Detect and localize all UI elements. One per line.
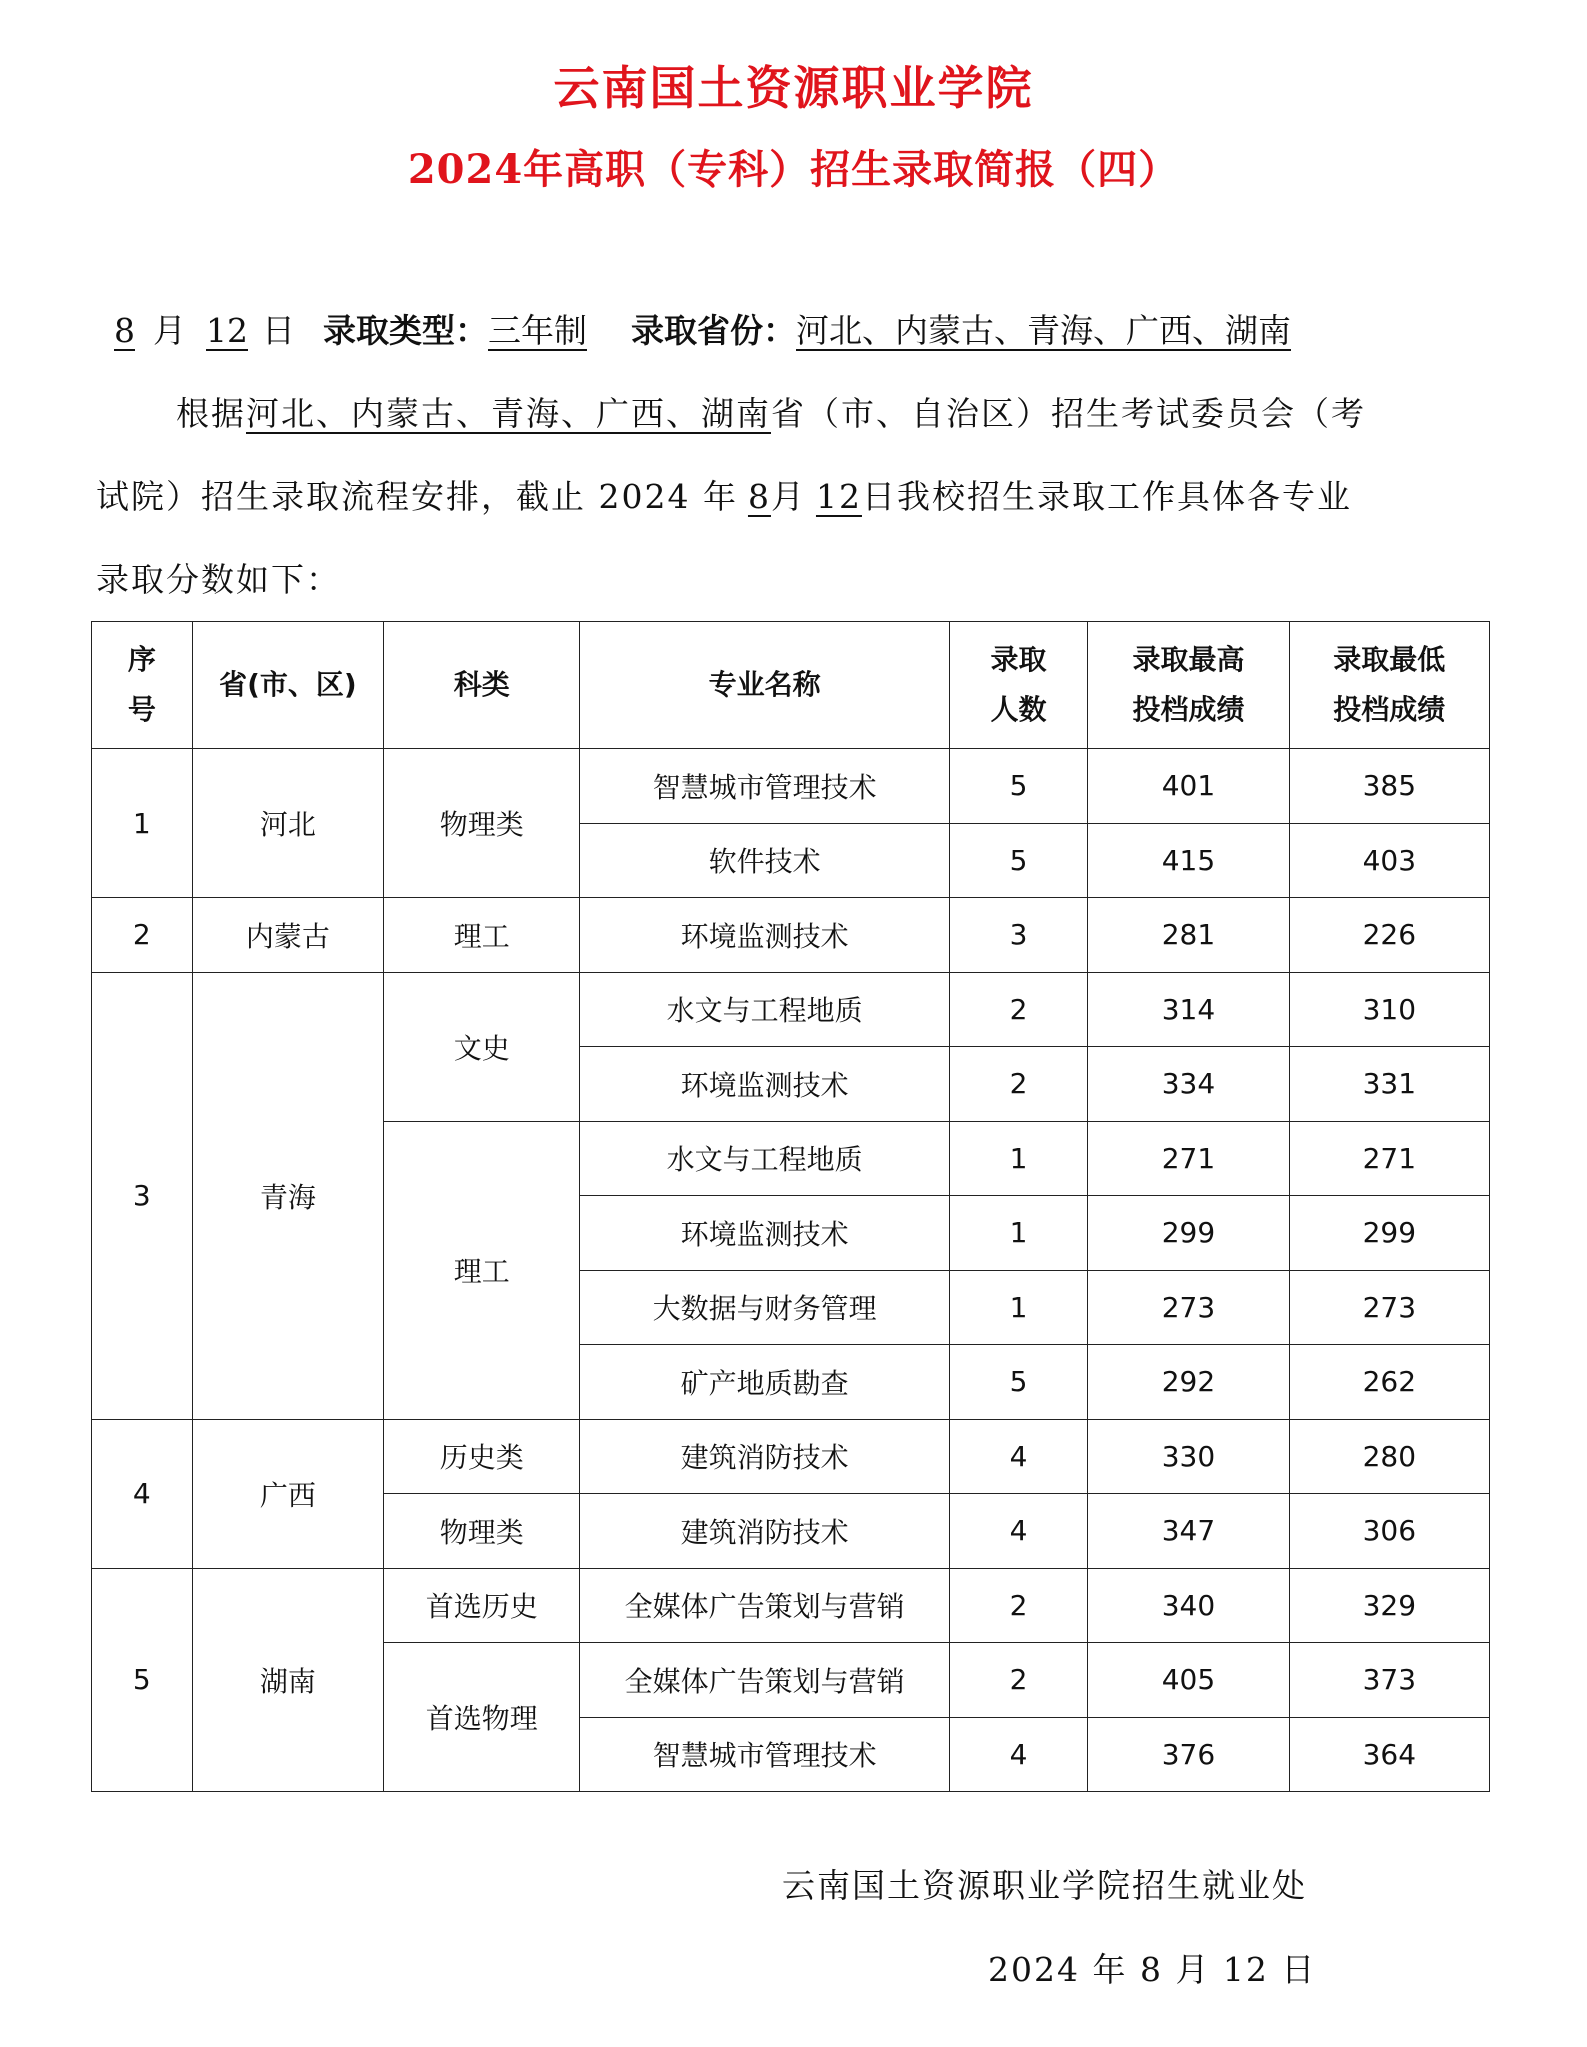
admitted-count-cell: 4 [949,1419,1088,1494]
intro-text-5: 日我校招生录取工作具体各专业 [861,477,1352,516]
major-name-cell: 全媒体广告策划与营销 [580,1568,949,1643]
subject-category-cell: 理工 [384,898,580,973]
min-score-cell: 306 [1289,1494,1489,1569]
page-title: 云南国土资源职业学院 [553,61,1034,115]
major-name-cell: 大数据与财务管理 [580,1270,949,1345]
row-number-cell: 3 [92,972,193,1419]
province-cell: 青海 [192,972,383,1419]
info-type-value: 三年制 [488,311,587,350]
admitted-count-cell: 1 [949,1196,1088,1271]
admitted-count-cell: 3 [949,898,1088,973]
table-header-text: 投档成绩 [1333,693,1446,726]
table-row [92,1419,1490,1494]
table-header-text: 序 [127,643,156,676]
intro-text-1: 根据 [176,394,246,433]
admitted-count-cell: 2 [949,1568,1088,1643]
major-name-cell: 环境监测技术 [580,898,949,973]
admitted-count-cell: 4 [949,1717,1088,1792]
table-header-text: 录取 [990,643,1047,676]
major-name-cell: 水文与工程地质 [580,1121,949,1196]
table-header-text: 省(市、区) [219,668,357,701]
admitted-count-cell: 5 [949,823,1088,898]
admitted-count-cell: 2 [949,972,1088,1047]
table-header-text: 录取最高 [1132,643,1245,676]
table-header-cell [92,622,193,749]
info-province-value: 河北、内蒙古、青海、广西、湖南 [796,311,1291,350]
intro-line-2 [96,455,1352,538]
min-score-cell: 271 [1289,1121,1489,1196]
table-row [92,749,1490,824]
table-row [92,898,1490,973]
footer-date: 2024 年 8 月 12 日 [988,1950,1317,1989]
table-header-cell [192,622,383,749]
province-cell: 内蒙古 [192,898,383,973]
max-score-cell: 273 [1088,1270,1289,1345]
info-month: 8 [114,311,135,350]
row-number-cell: 1 [92,749,193,898]
info-type-label: 录取类型： [323,311,488,350]
table-header-cell [1088,622,1289,749]
max-score-cell: 415 [1088,823,1289,898]
table-header-cell [384,622,580,749]
admitted-count-cell: 2 [949,1643,1088,1718]
info-day-suffix: 日 [262,311,295,350]
max-score-cell: 281 [1088,898,1289,973]
max-score-cell: 405 [1088,1643,1289,1718]
table-header-text: 人数 [990,693,1047,726]
table-header-cell [580,622,949,749]
min-score-cell: 226 [1289,898,1489,973]
table-header-text: 科类 [453,668,510,701]
min-score-cell: 273 [1289,1270,1489,1345]
table-header-text: 录取最低 [1333,643,1446,676]
admission-score-table [91,621,1490,1792]
footer-org: 云南国土资源职业学院招生就业处 [782,1866,1307,1905]
subject-category-cell: 物理类 [384,1494,580,1569]
info-month-suffix: 月 [153,311,186,350]
min-score-cell: 280 [1289,1419,1489,1494]
intro-paragraph [96,372,1496,621]
major-name-cell: 建筑消防技术 [580,1494,949,1569]
info-day: 12 [206,311,248,350]
max-score-cell: 347 [1088,1494,1289,1569]
subject-category-cell: 文史 [384,972,580,1121]
major-name-cell: 矿产地质勘查 [580,1345,949,1420]
max-score-cell: 401 [1088,749,1289,824]
subject-category-cell: 首选物理 [384,1643,580,1792]
table-row [92,972,1490,1047]
major-name-cell: 软件技术 [580,823,949,898]
info-province-label: 录取省份： [631,311,796,350]
subject-category-cell: 首选历史 [384,1568,580,1643]
major-name-cell: 水文与工程地质 [580,972,949,1047]
admitted-count-cell: 5 [949,749,1088,824]
max-score-cell: 376 [1088,1717,1289,1792]
admission-info-line [96,305,1496,352]
intro-text-2: 省（市、自治区）招生考试委员会（考 [771,394,1366,433]
province-cell: 河北 [192,749,383,898]
table-body [92,749,1490,1792]
table-header-text: 号 [127,693,156,726]
subject-category-cell: 历史类 [384,1419,580,1494]
subject-category-cell: 物理类 [384,749,580,898]
major-name-cell: 建筑消防技术 [580,1419,949,1494]
max-score-cell: 271 [1088,1121,1289,1196]
min-score-cell: 329 [1289,1568,1489,1643]
intro-provinces: 河北、内蒙古、青海、广西、湖南 [246,394,771,433]
table-header-text: 专业名称 [708,668,821,701]
intro-text-6: 录取分数如下： [96,560,341,599]
row-number-cell: 4 [92,1419,193,1568]
min-score-cell: 385 [1289,749,1489,824]
table-header-cell [949,622,1088,749]
intro-text-4: 月 [770,477,806,516]
max-score-cell: 330 [1088,1419,1289,1494]
subject-category-cell: 理工 [384,1121,580,1419]
admitted-count-cell: 2 [949,1047,1088,1122]
max-score-cell: 340 [1088,1568,1289,1643]
min-score-cell: 299 [1289,1196,1489,1271]
page-subtitle: 2024年高职（专科）招生录取简报（四） [407,146,1180,193]
max-score-cell: 292 [1088,1345,1289,1420]
min-score-cell: 403 [1289,823,1489,898]
max-score-cell: 334 [1088,1047,1289,1122]
max-score-cell: 299 [1088,1196,1289,1271]
row-number-cell: 2 [92,898,193,973]
min-score-cell: 373 [1289,1643,1489,1718]
min-score-cell: 262 [1289,1345,1489,1420]
admitted-count-cell: 1 [949,1270,1088,1345]
row-number-cell: 5 [92,1568,193,1792]
min-score-cell: 364 [1289,1717,1489,1792]
admitted-count-cell: 5 [949,1345,1088,1420]
min-score-cell: 331 [1289,1047,1489,1122]
major-name-cell: 环境监测技术 [580,1196,949,1271]
province-cell: 湖南 [192,1568,383,1792]
table-header-text: 投档成绩 [1132,693,1245,726]
admitted-count-cell: 1 [949,1121,1088,1196]
table-header-row [92,622,1490,749]
intro-day: 12 [815,477,862,516]
major-name-cell: 环境监测技术 [580,1047,949,1122]
min-score-cell: 310 [1289,972,1489,1047]
table-row [92,1568,1490,1643]
intro-month: 8 [747,477,771,516]
max-score-cell: 314 [1088,972,1289,1047]
intro-text-3: 试院）招生录取流程安排，截止 2024 年 [96,477,738,516]
major-name-cell: 全媒体广告策划与营销 [580,1643,949,1718]
major-name-cell: 智慧城市管理技术 [580,1717,949,1792]
admitted-count-cell: 4 [949,1494,1088,1569]
province-cell: 广西 [192,1419,383,1568]
major-name-cell: 智慧城市管理技术 [580,749,949,824]
table-header-cell [1289,622,1489,749]
